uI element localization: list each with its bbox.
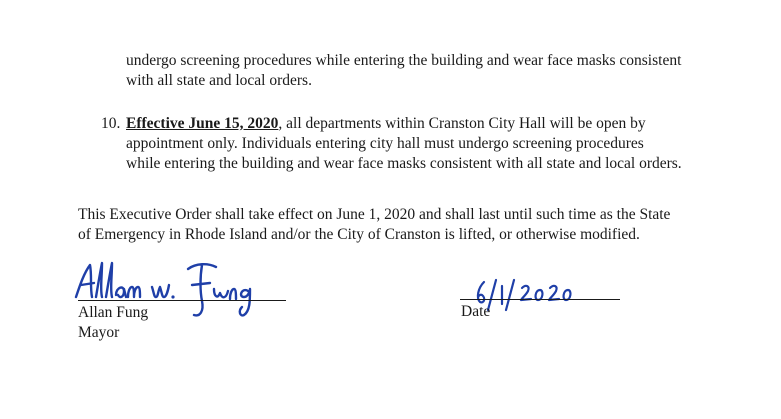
- date-label: Date: [461, 303, 491, 320]
- item-9-line-2: with all state and local orders.: [126, 72, 312, 89]
- date-line: [460, 299, 620, 300]
- signer-title: Mayor: [78, 324, 120, 341]
- item-10-number: 10.: [101, 115, 121, 132]
- item-10-line-1-rest: , all departments within Cranston City Hall will be open by: [278, 115, 646, 132]
- item-10-effective-date: Effective June 15, 2020: [126, 115, 279, 132]
- closing-line-2: of Emergency in Rhode Island and/or the City of Cranston is lifted, or otherwise modified.: [78, 226, 640, 243]
- item-10-line-2: appointment only. Individuals entering city hall must undergo screening procedures: [126, 135, 644, 152]
- closing-line-1: This Executive Order shall take effect on June 1, 2020 and shall last until such time as the State: [78, 206, 671, 223]
- mayor-signature-line: [78, 300, 286, 301]
- item-9-line-1: undergo screening procedures while entering the building and wear face masks consistent: [126, 52, 682, 69]
- signer-name: Allan Fung: [78, 304, 149, 321]
- item-10-line-1: [126, 114, 646, 134]
- item-10-line-3: while entering the building and wear face masks consistent with all state and local orders.: [126, 155, 682, 172]
